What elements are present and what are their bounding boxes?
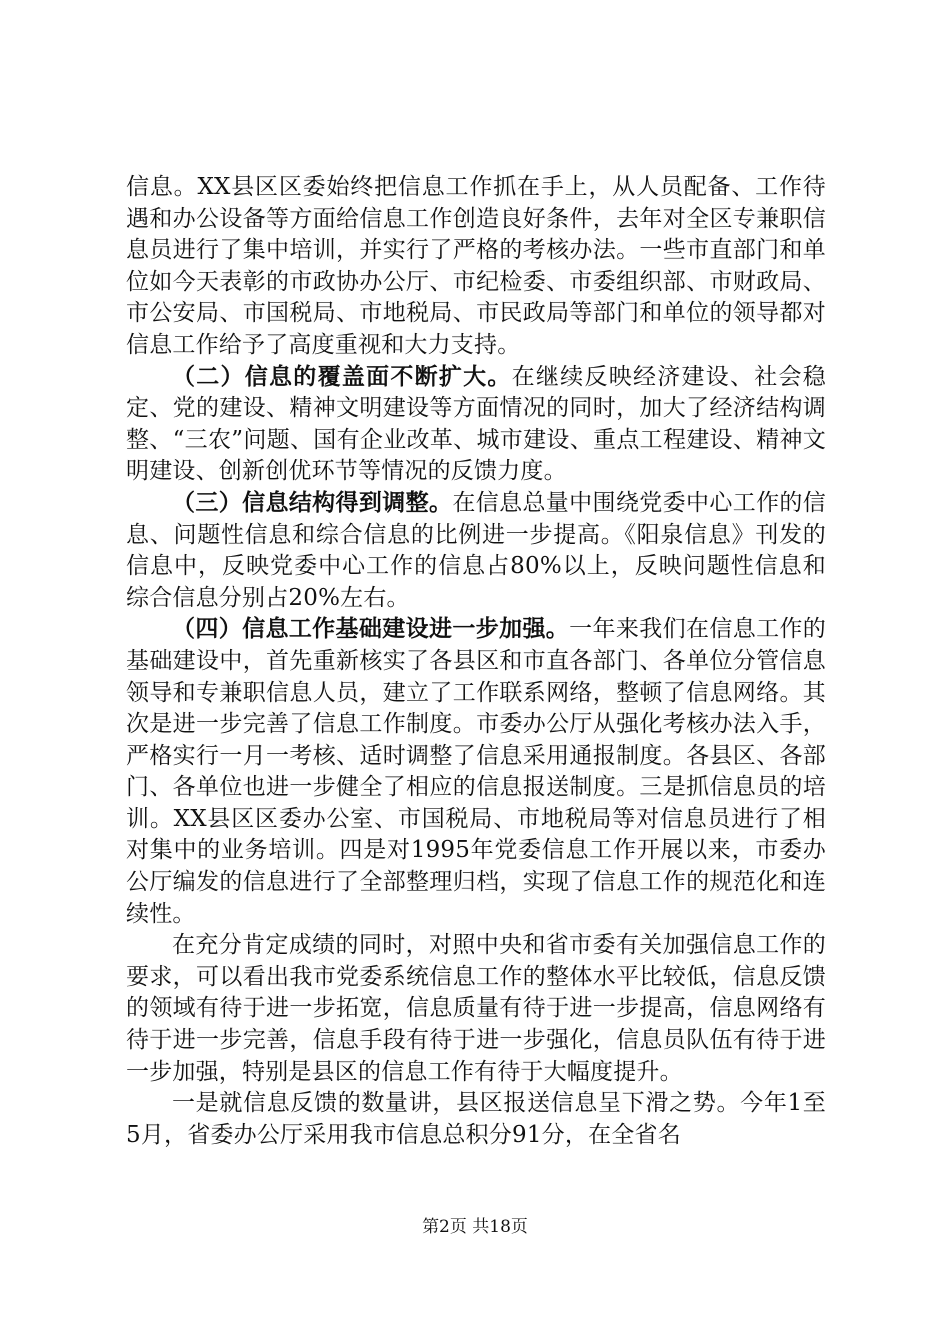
paragraph-structure: [126, 488, 826, 614]
document-body: [126, 172, 826, 1151]
paragraph-text: 在继续反映经济建设、社会稳定、党的建设、精神文明建设等方面情况的同时，加大了经济结构调整、“三农”问题、国有企业改革、城市建设、重点工程建设、精神文明建设、创新创优环节等情况的反馈力度。: [126, 363, 826, 485]
paragraph-infrastructure: [126, 614, 826, 930]
paragraph-heading: （二）信息的覆盖面不断扩大。: [172, 363, 512, 390]
paragraph-coverage: [126, 362, 826, 488]
paragraph-heading: （四）信息工作基础建设进一步加强。: [172, 616, 570, 643]
page-number-footer: 第2页 共18页: [422, 1217, 528, 1237]
paragraph-text: 一年来我们在信息工作的基础建设中，首先重新核实了各县区和市直各部门、各单位分管信息领导和专兼职信息人员，建立了工作联系网络，整顿了信息网络。其次是进一步完善了信息工作制度。市委办公厅从强化考核办法入手，严格实行一月一考核、适时调整了信息采用通报制度。各县区、各部门、各单位也进一步健全了相应的信息报送制度。三是抓信息员的培训。XX县区区委办公室、市国税局、市地税局等对信息员进行了相对集中的业务培训。四是对1995年党委信息工作开展以来，市委办公厅编发的信息进行了全部整理归档，实现了信息工作的规范化和连续性。: [126, 616, 826, 927]
paragraph-continuation: [126, 172, 826, 362]
paragraph-text: 在信息总量中围绕党委中心工作的信息、问题性信息和综合信息的比例进一步提高。《阳泉信息》刊发的信息中，反映党委中心工作的信息占80%以上，反映问题性信息和综合信息分别占20%左右。: [126, 489, 826, 611]
paragraph-text: 信息。XX县区区委始终把信息工作抓在手上，从人员配备、工作待遇和办公设备等方面给信息工作创造良好条件，去年对全区专兼职信息员进行了集中培训，并实行了严格的考核办法。一些市直部门和单位如今天表彰的市政协办公厅、市纪检委、市委组织部、市财政局、市公安局、市国税局、市地税局、市民政局等部门和单位的领导都对信息工作给予了高度重视和大力支持。: [126, 174, 826, 358]
paragraph-heading: （三）信息结构得到调整。: [172, 489, 453, 516]
paragraph-quantity: [126, 1088, 826, 1151]
paragraph-text: 在充分肯定成绩的同时，对照中央和省市委有关加强信息工作的要求，可以看出我市党委系统信息工作的整体水平比较低，信息反馈的领域有待于进一步拓宽，信息质量有待于进一步提高，信息网络有待于进一步完善，信息手段有待于进一步强化，信息员队伍有待于进一步加强，特别是县区的信息工作有待于大幅度提升。: [126, 932, 826, 1085]
paragraph-shortcomings: [126, 930, 826, 1088]
paragraph-text: 一是就信息反馈的数量讲，县区报送信息呈下滑之势。今年1至5月，省委办公厅采用我市信息总积分91分，在全省名: [126, 1090, 826, 1148]
